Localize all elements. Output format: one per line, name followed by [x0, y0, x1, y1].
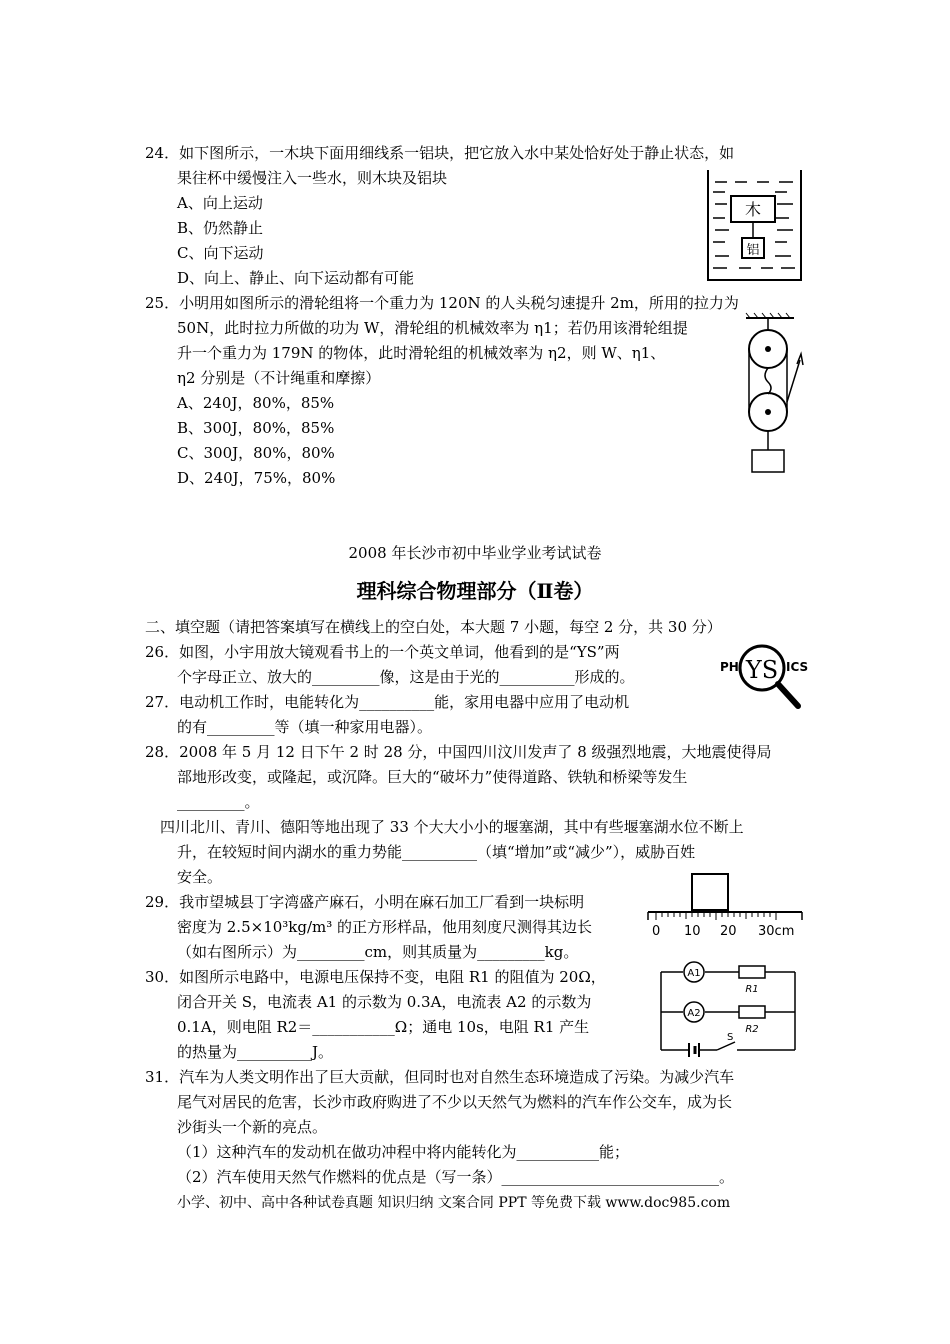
q29-line-2: 密度为 2.5×10³kg/m³ 的正方形样品，他用刻度尺测得其边长	[177, 918, 593, 936]
q25-option-c: C、300J，80%，80%	[177, 444, 335, 462]
ruler-label-0: 0	[652, 924, 661, 939]
q25-option-a: A、240J，80%，85%	[177, 394, 335, 412]
q31-sub-1: （1）这种汽车的发动机在做功冲程中将内能转化为___________能；	[177, 1143, 630, 1161]
q30-line-1: 30．如图所示电路中，电源电压保持不变，电阻 R1 的阻值为 20Ω，	[145, 968, 606, 986]
resistor-r1-label: R1	[745, 984, 759, 995]
q31-line-2: 尾气对居民的危害，长沙市政府购进了不少以天然气为燃料的汽车作公交车，成为长	[177, 1093, 733, 1111]
page-footer: 小学、初中、高中各种试卷真题 知识归纳 文案合同 PPT 等免费下载 www.doc985.com	[177, 1195, 731, 1211]
magnifier-text-left: PH	[720, 660, 739, 674]
q24-option-a: A、向上运动	[177, 194, 263, 212]
beaker-figure	[705, 168, 805, 284]
wood-label: 木	[744, 200, 762, 219]
q28-line-5: 升，在较短时间内湖水的重力势能__________（填“增加”或“减少”），威胁百姓	[177, 843, 696, 861]
q25-option-b: B、300J，80%，85%	[177, 419, 335, 437]
q25-line-2: 50N，此时拉力所做的功为 W，滑轮组的机械效率为 η1；若仍用该滑轮组提	[177, 319, 688, 337]
q27-line-1: 27．电动机工作时，电能转化为__________能，家用电器中应用了电动机	[145, 693, 630, 711]
ruler-label-10: 10	[684, 924, 701, 939]
ruler-label-20: 20	[720, 924, 737, 939]
ammeter-a2-label: A2	[687, 1008, 701, 1019]
q28-line-1: 28．2008 年 5 月 12 日下午 2 时 28 分，中国四川汶川发声了 8 级强烈地震，大地震使得局	[145, 743, 772, 761]
q25-option-d: D、240J，75%，80%	[177, 469, 336, 487]
exam-subtitle: 理科综合物理部分（Ⅱ卷）	[356, 579, 594, 603]
q30-line-3: 0.1A，则电阻 R2＝___________Ω；通电 10s，电阻 R1 产生	[177, 1018, 590, 1036]
aluminum-label: 铝	[746, 243, 760, 258]
q26-line-2: 个字母正立、放大的_________像，这是由于光的__________形成的。	[177, 668, 635, 686]
magnifier-text-big: YS	[745, 656, 779, 684]
pulley-figure	[742, 312, 812, 477]
ammeter-a1-label: A1	[687, 968, 701, 979]
q24-option-b: B、仍然静止	[177, 219, 264, 237]
q25-line-3: 升一个重力为 179N 的物体，此时滑轮组的机械效率为 η2，则 W、η1、	[177, 344, 666, 362]
q28-line-6: 安全。	[177, 868, 223, 886]
magnifier-text-right: ICS	[786, 660, 808, 674]
magnifier-figure	[718, 638, 808, 713]
q28-line-2: 部地形改变，或隆起，或沉降。巨大的“破坏力”使得道路、铁轨和桥梁等发生	[177, 768, 688, 786]
q25-line-4: η2 分别是（不计绳重和摩擦）	[177, 369, 381, 387]
q29-line-3: （如右图所示）为_________cm，则其质量为_________kg。	[177, 943, 579, 961]
ruler-figure	[646, 872, 806, 942]
q30-line-2: 闭合开关 S，电流表 A1 的示数为 0.3A，电流表 A2 的示数为	[177, 993, 592, 1011]
q31-sub-2: （2）汽车使用天然气作燃料的优点是（写一条）_____________________________。	[177, 1168, 735, 1186]
q31-line-1: 31．汽车为人类文明作出了巨大贡献，但同时也对自然生态环境造成了污染。为减少汽车	[145, 1068, 735, 1086]
q29-line-1: 29．我市望城县丁字湾盛产麻石，小明在麻石加工厂看到一块标明	[145, 893, 585, 911]
q31-line-3: 沙街头一个新的亮点。	[177, 1118, 328, 1136]
ruler-label-30: 30cm	[758, 924, 795, 939]
q24-line-1: 24．如下图所示，一木块下面用细线系一铝块，把它放入水中某处恰好处于静止状态，如	[145, 144, 735, 162]
q24-option-c: C、向下运动	[177, 244, 264, 262]
q30-line-4: 的热量为__________J。	[177, 1043, 334, 1061]
q28-line-3: _________。	[177, 793, 260, 811]
q24-option-d: D、向上、静止、向下运动都有可能	[177, 269, 415, 287]
switch-s-label: S	[727, 1032, 734, 1043]
q24-line-2: 果往杯中缓慢注入一些水，则木块及铝块	[177, 169, 448, 187]
q28-line-4: 四川北川、青川、德阳等地出现了 33 个大大小小的堰塞湖，其中有些堰塞湖水位不断上	[160, 818, 744, 836]
exam-title: 2008 年长沙市初中毕业学业考试试卷	[348, 544, 602, 562]
q27-line-2: 的有_________等（填一种家用电器）。	[177, 718, 433, 736]
section-2-heading: 二、填空题（请把答案填写在横线上的空白处，本大题 7 小题，每空 2 分，共 30 分）	[145, 618, 722, 636]
q26-line-1: 26．如图，小宇用放大镜观看书上的一个英文单词，他看到的是“YS”两	[145, 643, 620, 661]
circuit-figure	[655, 960, 800, 1058]
resistor-r2-label: R2	[745, 1024, 759, 1035]
q25-line-1: 25．小明用如图所示的滑轮组将一个重力为 120N 的人头税匀速提升 2m，所用的拉力为	[145, 294, 739, 312]
